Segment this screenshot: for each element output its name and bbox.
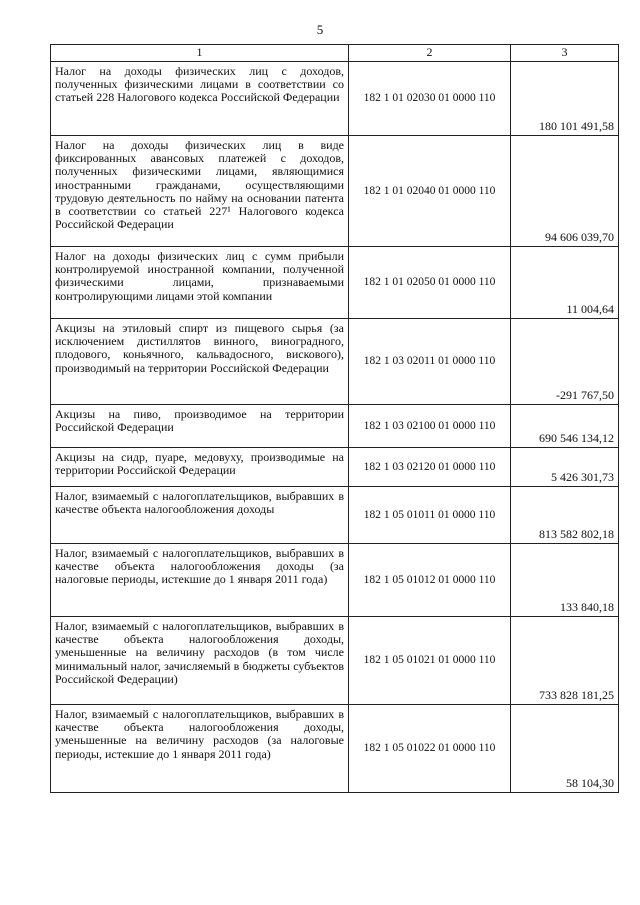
table-row (51, 136, 619, 247)
revenue-name: Налог на доходы физических лиц с доходов, полученных физическими лицами в соответствии со статьей 228 Налогового кодекса Российской Федерации (51, 62, 349, 136)
table-row (51, 487, 619, 544)
revenue-name: Налог на доходы физических лиц в виде фиксированных авансовых платежей с доходов, полученных физическими лицами, являющимися иностранными гражданами, осуществляющими трудовую деятельность по найму на основании патента в соответствии со статьей 227¹ Налогового кодекса Российской Федерации (51, 136, 349, 247)
revenue-name: Налог, взимаемый с налогоплательщиков, выбравших в качестве объекта налогообложения доходы (51, 487, 349, 544)
budget-code: 182 1 03 02011 01 0000 110 (349, 319, 511, 405)
revenue-name: Налог на доходы физических лиц с сумм прибыли контролируемой иностранной компании, полученной физическими лицами, признаваемыми контролирующими лицами этой компании (51, 247, 349, 319)
budget-code: 182 1 01 02050 01 0000 110 (349, 247, 511, 319)
amount: 11 004,64 (511, 247, 619, 319)
revenue-table (50, 44, 619, 793)
amount: 180 101 491,58 (511, 62, 619, 136)
amount: 690 546 134,12 (511, 405, 619, 448)
budget-code: 182 1 05 01011 01 0000 110 (349, 487, 511, 544)
table-row (51, 62, 619, 136)
amount: 133 840,18 (511, 544, 619, 617)
budget-code: 182 1 05 01022 01 0000 110 (349, 705, 511, 793)
table-header-row (51, 45, 619, 62)
revenue-name: Акцизы на пиво, производимое на территории Российской Федерации (51, 405, 349, 448)
amount: -291 767,50 (511, 319, 619, 405)
table-row (51, 405, 619, 448)
budget-code: 182 1 03 02120 01 0000 110 (349, 448, 511, 487)
amount: 58 104,30 (511, 705, 619, 793)
table-row (51, 247, 619, 319)
table-row (51, 319, 619, 405)
column-header-1: 1 (51, 45, 349, 62)
revenue-name: Налог, взимаемый с налогоплательщиков, выбравших в качестве объекта налогообложения доходы (за налоговые периоды, истекшие до 1 января 2011 года) (51, 544, 349, 617)
revenue-name: Налог, взимаемый с налогоплательщиков, выбравших в качестве объекта налогообложения доходы, уменьшенные на величину расходов (в том числе минимальный налог, зачисляемый в бюджеты субъектов Российской Федерации) (51, 617, 349, 705)
table-row (51, 544, 619, 617)
amount: 733 828 181,25 (511, 617, 619, 705)
revenue-name: Налог, взимаемый с налогоплательщиков, выбравших в качестве объекта налогообложения доходы, уменьшенные на величину расходов (за налоговые периоды, истекшие до 1 января 2011 года) (51, 705, 349, 793)
budget-code: 182 1 01 02040 01 0000 110 (349, 136, 511, 247)
revenue-name: Акцизы на этиловый спирт из пищевого сырья (за исключением дистиллятов винного, виноградного, плодового, коньячного, кальвадосного, вискового), производимый на территории Российской Федерации (51, 319, 349, 405)
budget-code: 182 1 01 02030 01 0000 110 (349, 62, 511, 136)
column-header-3: 3 (511, 45, 619, 62)
budget-code: 182 1 05 01012 01 0000 110 (349, 544, 511, 617)
budget-code: 182 1 03 02100 01 0000 110 (349, 405, 511, 448)
page-number: 5 (316, 22, 324, 37)
amount: 94 606 039,70 (511, 136, 619, 247)
column-header-2: 2 (349, 45, 511, 62)
table-row (51, 705, 619, 793)
revenue-name: Акцизы на сидр, пуаре, медовуху, производимые на территории Российской Федерации (51, 448, 349, 487)
budget-code: 182 1 05 01021 01 0000 110 (349, 617, 511, 705)
table-row (51, 617, 619, 705)
table-row (51, 448, 619, 487)
amount: 813 582 802,18 (511, 487, 619, 544)
amount: 5 426 301,73 (511, 448, 619, 487)
